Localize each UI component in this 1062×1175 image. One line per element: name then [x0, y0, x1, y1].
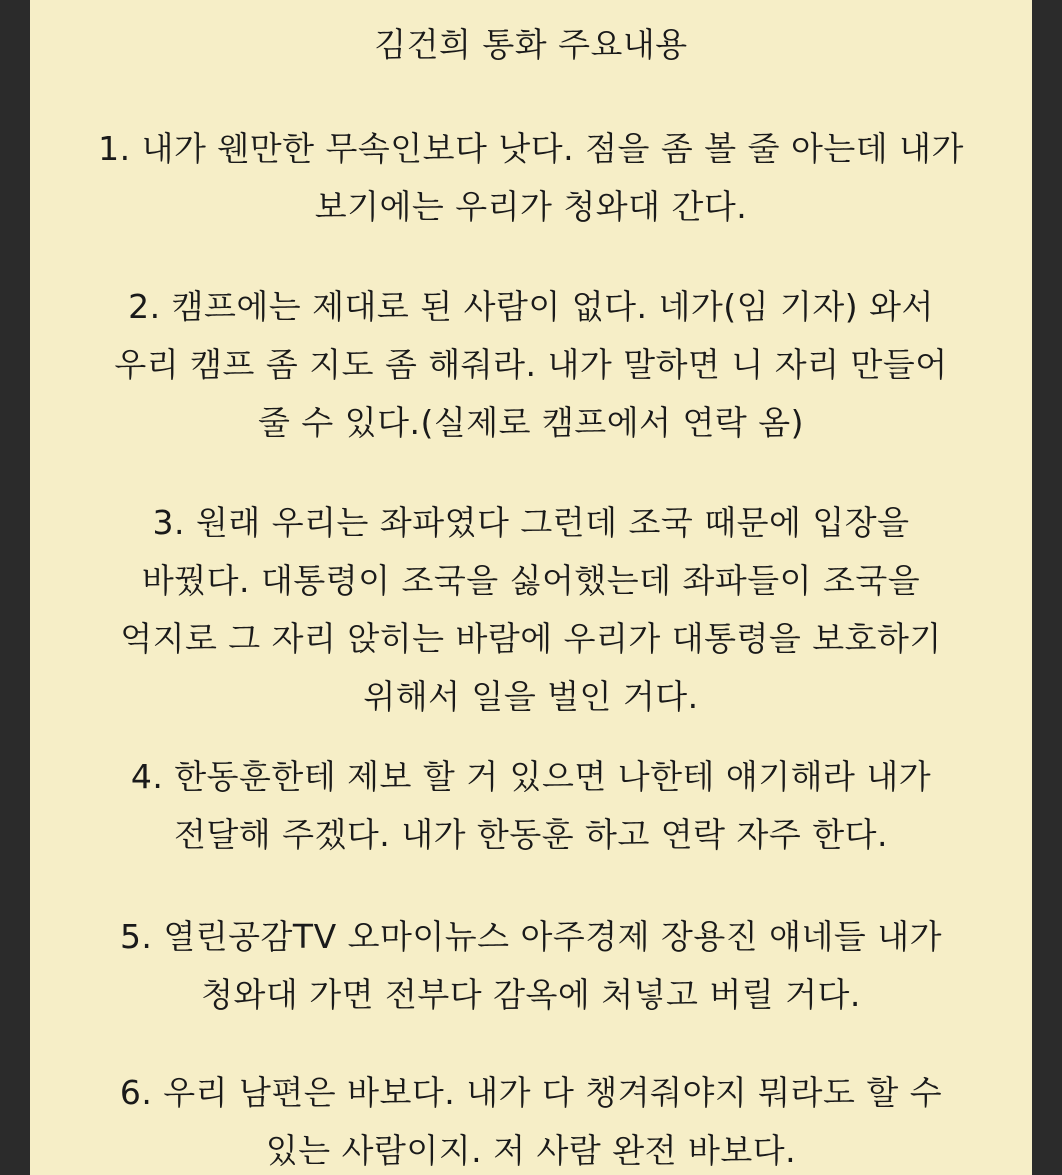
item-line: 청와대 가면 전부다 감옥에 처넣고 버릴 거다. — [201, 975, 861, 1014]
item-line: 4. 한동훈한테 제보 할 거 있으면 나한테 얘기해라 내가 — [130, 757, 932, 796]
list-item — [70, 748, 992, 864]
item-line: 위해서 일을 벌인 거다. — [363, 677, 699, 716]
list-item — [70, 908, 992, 1024]
item-line: 억지로 그 자리 앉히는 바람에 우리가 대통령을 보호하기 — [120, 619, 942, 658]
document-title: 김건희 통화 주요내용 — [374, 25, 688, 64]
item-line: 3. 원래 우리는 좌파였다 그런데 조국 때문에 입장을 — [152, 503, 910, 542]
item-line: 우리 캠프 좀 지도 좀 해줘라. 내가 말하면 니 자리 만들어 — [114, 345, 948, 384]
list-item — [70, 1064, 992, 1175]
item-line: 1. 내가 웬만한 무속인보다 낫다. 점을 좀 볼 줄 아는데 내가 — [98, 129, 964, 168]
item-line: 전달해 주겠다. 내가 한동훈 하고 연락 자주 한다. — [173, 815, 889, 854]
item-line: 2. 캠프에는 제대로 된 사람이 없다. 네가(임 기자) 와서 — [128, 287, 934, 326]
item-line: 있는 사람이지. 저 사람 완전 바보다. — [265, 1131, 797, 1170]
item-line: 줄 수 있다.(실제로 캠프에서 연락 옴) — [258, 403, 804, 442]
item-line: 5. 열린공감TV 오마이뉴스 아주경제 장용진 얘네들 내가 — [119, 917, 943, 956]
document-card — [30, 0, 1032, 1175]
list-item — [70, 494, 992, 726]
item-line: 바꿨다. 대통령이 조국을 싫어했는데 좌파들이 조국을 — [141, 561, 921, 600]
list-item — [70, 278, 992, 452]
item-line: 보기에는 우리가 청와대 간다. — [314, 187, 748, 226]
item-line: 6. 우리 남편은 바보다. 내가 다 챙겨줘야지 뭐라도 할 수 — [119, 1073, 943, 1112]
list-item — [70, 120, 992, 236]
